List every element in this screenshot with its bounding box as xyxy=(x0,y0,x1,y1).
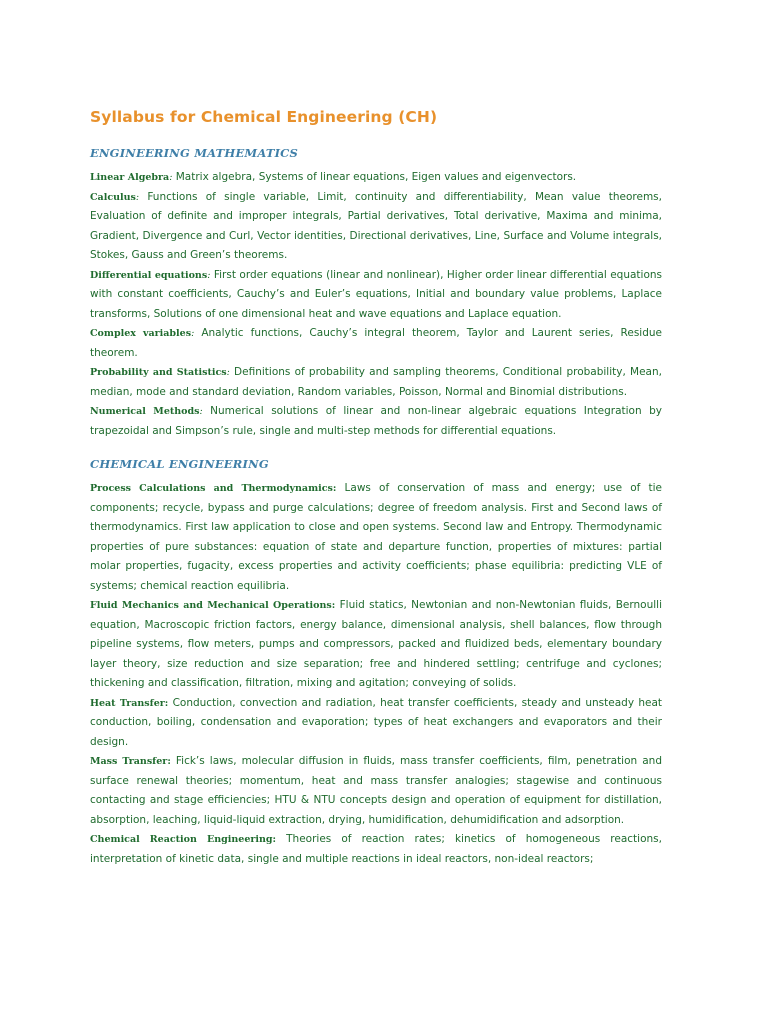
syllabus-page xyxy=(90,108,662,869)
topic-label: Linear Algebra xyxy=(90,172,170,183)
topic-separator: : xyxy=(207,269,211,281)
topic-separator: : xyxy=(169,172,173,183)
topic-text: Definitions of probability and sampling theorems, Conditional probability, Mean, median, mode and standard deviation, Random variables, Poisson, Normal and Binomial distributions. xyxy=(90,366,662,398)
topic-label: Mass Transfer: xyxy=(90,756,171,767)
topic-separator: : xyxy=(226,367,230,378)
topic-separator: : xyxy=(191,328,195,339)
section-heading: CHEMICAL ENGINEERING xyxy=(90,457,269,471)
topic-mass-transfer xyxy=(90,752,662,830)
topic-process-calculations-and-thermodynamics xyxy=(90,479,662,596)
topic-heat-transfer xyxy=(90,694,662,753)
document-title: Syllabus for Chemical Engineering (CH) xyxy=(90,108,438,126)
topic-fluid-mechanics-and-mechanical-operations xyxy=(90,596,662,694)
section-chemical-engineering xyxy=(90,457,662,869)
section-engineering-mathematics xyxy=(90,146,662,441)
topic-label: Heat Transfer: xyxy=(90,697,169,709)
topic-text: Functions of single variable, Limit, continuity and differentiability, Mean value theorems, Evaluation of definite and improper integrals, Partial derivatives, Total derivative, Maxima and minima, Gradient, Divergence and Curl, Vector identities, Directional derivatives, Line, Surface and Volume integrals, Stokes, Gauss and Green’s theorems. xyxy=(90,190,662,261)
section-heading: ENGINEERING MATHEMATICS xyxy=(90,146,299,160)
topic-separator: : xyxy=(135,191,140,203)
topic-label: Complex variables xyxy=(90,328,192,339)
topic-complex-variables xyxy=(90,324,662,363)
topic-label: Process Calculations and Thermodynamics: xyxy=(90,483,337,494)
topic-separator: : xyxy=(199,406,203,417)
topic-text: First order equations (linear and nonlinear), Higher order linear differential equations with constant coefficients, Cauchy’s and Euler’s equations, Initial and boundary value problems, Laplace transforms, Solutions of one dimensional heat and wave equations and Laplace equation. xyxy=(90,268,663,320)
topic-text: Laws of conservation of mass and energy; use of tie components; recycle, bypass and purge calculations; degree of freedom analysis. First and Second laws of thermodynamics. First law application to close and open systems. Second law and Entropy. Thermodynamic properties of pure substances: equation of state and departure function, properties of mixtures: partial molar properties, fugacity, excess properties and activity coefficients; phase equilibria: predicting VLE of systems; chemical reaction equilibria. xyxy=(90,482,662,592)
topic-numerical-methods xyxy=(90,402,662,441)
topic-label: Chemical Reaction Engineering: xyxy=(90,834,277,845)
topic-label: Calculus xyxy=(90,191,136,203)
topic-probability-and-statistics xyxy=(90,363,662,402)
topic-text: Numerical solutions of linear and non-linear algebraic equations Integration by trapezoidal and Simpson’s rule, single and multi-step methods for differential equations. xyxy=(90,405,662,437)
topic-text: Theories of reaction rates; kinetics of homogeneous reactions, interpretation of kinetic data, single and multiple reactions in ideal reactors, non-ideal reactors; xyxy=(90,833,662,865)
topic-label: Fluid Mechanics and Mechanical Operations: xyxy=(90,600,336,611)
topic-text: Analytic functions, Cauchy’s integral theorem, Taylor and Laurent series, Residue theorem. xyxy=(90,327,662,359)
topic-label: Probability and Statistics xyxy=(90,367,227,378)
topic-text: Fick’s laws, molecular diffusion in fluids, mass transfer coefficients, film, penetration and surface renewal theories; momentum, heat and mass transfer analogies; stagewise and continuous contacting and stage efficiencies; HTU & NTU concepts design and operation of equipment for distillation, absorption, leaching, liquid-liquid extraction, drying, humidification, dehumidification and adsorption. xyxy=(90,755,662,826)
topic-chemical-reaction-engineering xyxy=(90,830,662,869)
topic-text: Conduction, convection and radiation, heat transfer coefficients, steady and unsteady heat conduction, boiling, condensation and evaporation; types of heat exchangers and evaporators and their design. xyxy=(90,696,662,748)
topic-label: Differential equations xyxy=(90,269,208,281)
topic-linear-algebra xyxy=(90,168,662,188)
topic-text: Fluid statics, Newtonian and non-Newtonian fluids, Bernoulli equation, Macroscopic friction factors, energy balance, dimensional analysis, shell balances, flow through pipeline systems, flow meters, pumps and compressors, packed and fluidized beds, elementary boundary layer theory, size reduction and size separation; free and hindered settling; centrifuge and cyclones; thickening and classification, filtration, mixing and agitation; conveying of solids. xyxy=(90,599,662,689)
topic-calculus xyxy=(90,188,662,266)
topic-text: Matrix algebra, Systems of linear equations, Eigen values and eigenvectors. xyxy=(172,171,577,183)
topic-label: Numerical Methods xyxy=(90,406,200,417)
topic-differential-equations xyxy=(90,266,662,325)
